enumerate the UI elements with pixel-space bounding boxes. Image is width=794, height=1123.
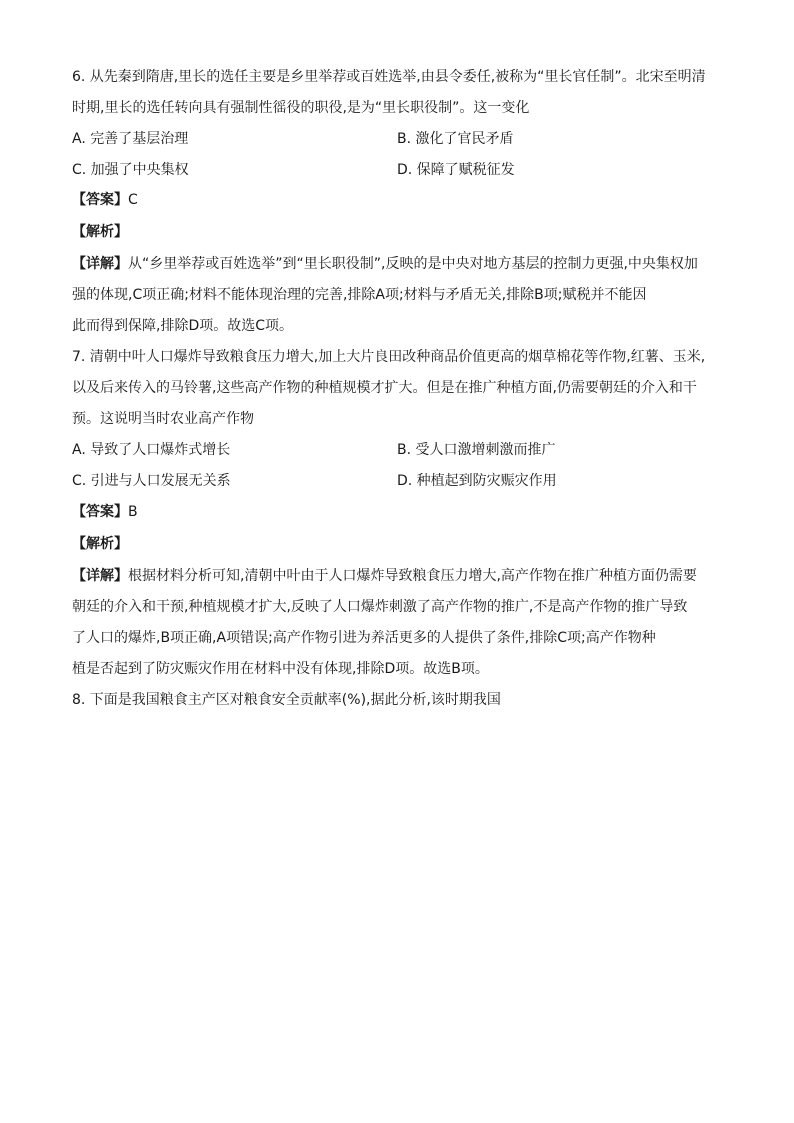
- q7-answer-value: B: [128, 504, 138, 520]
- q7-detail-line-3: 了人口的爆炸,B项正确,A项错误;高产作物引进为养活更多的人提供了条件,排除C项;高产作物种: [72, 630, 656, 646]
- q6-analysis-tag: 【解析】: [72, 224, 128, 240]
- q7-stem-line-1: 7. 清朝中叶人口爆炸导致粮食压力增大,加上大片良田改种商品价值更高的烟草棉花等作物,红薯、玉米,: [72, 349, 706, 365]
- q7-analysis-tag: 【解析】: [72, 536, 128, 552]
- q6-detail-text-1: 从“乡里举荐或百姓选举”到“里长职役制”,反映的是中央对地方基层的控制力更强,中央集权加: [128, 256, 698, 272]
- q7-detail-tag: 【详解】: [72, 568, 128, 584]
- q6-detail-line-1: [72, 254, 732, 274]
- q8-stem-line-1: 8. 下面是我国粮食主产区对粮食安全贡献率(%),据此分析,该时期我国: [72, 692, 501, 708]
- q7-option-c: C. 引进与人口发展无关系: [72, 473, 231, 489]
- q7-answer-tag: 【答案】: [72, 504, 128, 520]
- q7-stem-line-3: 预。这说明当时农业高产作物: [72, 411, 254, 427]
- q7-detail-line-2: 朝廷的介入和干预,种植规模才扩大,反映了人口爆炸刺激了高产作物的推广,不是高产作物的推广导致: [72, 599, 688, 615]
- q6-option-b: B. 激化了官民矛盾: [397, 131, 514, 147]
- q6-answer-value: C: [128, 192, 138, 208]
- q6-analysis-heading: [72, 222, 732, 242]
- q6-option-c: C. 加强了中央集权: [72, 162, 189, 178]
- q6-detail-tag: 【详解】: [72, 256, 128, 272]
- q7-stem-line-2: 以及后来传入的马铃薯,这些高产作物的种植规模才扩大。但是在推广种植方面,仍需要朝廷的介入和干: [72, 380, 697, 396]
- q6-option-d: D. 保障了赋税征发: [397, 162, 515, 178]
- q6-option-a: A. 完善了基层治理: [72, 131, 189, 147]
- q7-detail-line-4: 植是否起到了防灾赈灾作用在材料中没有体现,排除D项。故选B项。: [72, 661, 489, 677]
- q7-detail-line-1: [72, 566, 732, 586]
- q6-detail-line-3: 此而得到保障,排除D项。故选C项。: [72, 318, 294, 334]
- q7-answer-line: [72, 502, 732, 522]
- q7-detail-text-1: 根据材料分析可知,清朝中叶由于人口爆炸导致粮食压力增大,高产作物在推广种植方面仍需要: [128, 568, 697, 584]
- q7-analysis-heading: [72, 534, 732, 554]
- q7-option-d: D. 种植起到防灾赈灾作用: [397, 473, 557, 489]
- q6-answer-tag: 【答案】: [72, 192, 128, 208]
- q7-option-b: B. 受人口激增刺激而推广: [397, 442, 556, 458]
- q6-detail-line-2: 强的体现,C项正确;材料不能体现治理的完善,排除A项;材料与矛盾无关,排除B项;赋税并不能因: [72, 287, 647, 303]
- q6-answer-line: [72, 190, 732, 210]
- q6-stem-line-2: 时期,里长的选任转向具有强制性徭役的职役,是为“里长职役制”。这一变化: [72, 100, 530, 116]
- q6-stem-line-1: 6. 从先秦到隋唐,里长的选任主要是乡里举荐或百姓选举,由县令委任,被称为“里长官任制”。北宋至明清: [72, 69, 706, 85]
- q7-option-a: A. 导致了人口爆炸式增长: [72, 442, 231, 458]
